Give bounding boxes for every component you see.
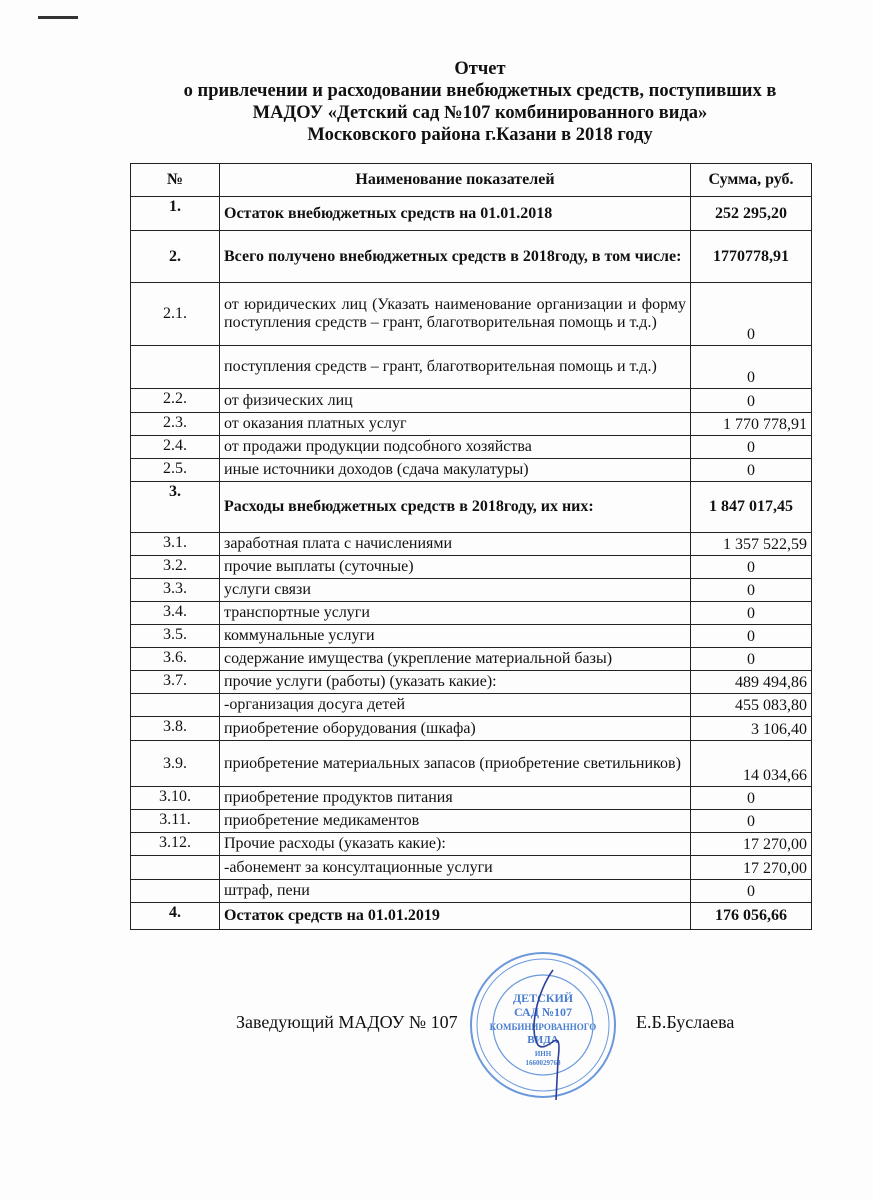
- row-sum: 252 295,20: [691, 197, 812, 231]
- row-name: штраф, пени: [220, 880, 691, 903]
- table-row: [131, 436, 812, 459]
- row-name: от оказания платных услуг: [220, 413, 691, 436]
- row-name: -организация досуга детей: [220, 694, 691, 717]
- svg-text:КОМБИНИРОВАННОГО: КОМБИНИРОВАННОГО: [489, 1022, 597, 1032]
- row-number: 2.5.: [131, 459, 220, 482]
- table-row: [131, 389, 812, 413]
- report-table: [130, 163, 812, 930]
- row-number: 3.5.: [131, 625, 220, 648]
- row-sum: 0: [691, 346, 812, 389]
- row-number: 2.1.: [131, 283, 220, 346]
- row-sum: 1770778,91: [691, 231, 812, 283]
- title-line: о привлечении и расходовании внебюджетных средств, поступивших в: [183, 81, 777, 101]
- table-row: [131, 459, 812, 482]
- row-name: транспортные услуги: [220, 602, 691, 625]
- row-sum: 1 770 778,91: [691, 413, 812, 436]
- header-sum: Сумма, руб.: [691, 164, 812, 197]
- header-number: №: [131, 164, 220, 197]
- row-number: 3.8.: [131, 717, 220, 741]
- table-row: [131, 346, 812, 389]
- row-number: 3.3.: [131, 579, 220, 602]
- row-sum: 1 357 522,59: [691, 533, 812, 556]
- table-row: [131, 648, 812, 671]
- svg-text:ДЕТСКИЙ: ДЕТСКИЙ: [512, 991, 574, 1005]
- row-number: [131, 880, 220, 903]
- table-row: [131, 833, 812, 856]
- row-name: Всего получено внебюджетных средств в 2018году, в том числе:: [220, 231, 691, 283]
- row-number: 3.4.: [131, 602, 220, 625]
- row-number: 3.10.: [131, 787, 220, 810]
- table-row: [131, 903, 812, 930]
- row-number: 2.4.: [131, 436, 220, 459]
- row-number: 3.1.: [131, 533, 220, 556]
- row-name: Остаток средств на 01.01.2019: [220, 903, 691, 930]
- header-name: Наименование показателей: [220, 164, 691, 197]
- table-row: [131, 283, 812, 346]
- row-number: [131, 346, 220, 389]
- row-number: [131, 856, 220, 880]
- svg-text:ВИДА: ВИДА: [527, 1034, 559, 1046]
- row-sum: 0: [691, 625, 812, 648]
- row-number: 3.12.: [131, 833, 220, 856]
- table-row: [131, 694, 812, 717]
- table-row: [131, 413, 812, 436]
- row-number: 1.: [131, 197, 220, 231]
- svg-text:САД №107: САД №107: [513, 1005, 573, 1019]
- title-line: Московского района г.Казани в 2018 году: [307, 125, 653, 145]
- row-number: 2.2.: [131, 389, 220, 413]
- row-sum: 3 106,40: [691, 717, 812, 741]
- row-sum: 0: [691, 810, 812, 833]
- row-name: приобретение медикаментов: [220, 810, 691, 833]
- row-name: коммунальные услуги: [220, 625, 691, 648]
- row-name: иные источники доходов (сдача макулатуры): [220, 459, 691, 482]
- row-sum: 17 270,00: [691, 833, 812, 856]
- row-sum: 0: [691, 648, 812, 671]
- row-name: от физических лиц: [220, 389, 691, 413]
- table-row: [131, 717, 812, 741]
- signatory-position: Заведующий МАДОУ № 107: [236, 1012, 458, 1032]
- row-sum: 0: [691, 389, 812, 413]
- document-title: [120, 58, 840, 146]
- title-line: Отчет: [454, 59, 506, 79]
- row-name: прочие выплаты (суточные): [220, 556, 691, 579]
- row-number: 3.2.: [131, 556, 220, 579]
- table-row: [131, 671, 812, 694]
- table-row: [131, 741, 812, 787]
- table-header: [131, 164, 812, 197]
- row-number: 3.7.: [131, 671, 220, 694]
- row-sum: 0: [691, 459, 812, 482]
- row-number: 3.6.: [131, 648, 220, 671]
- table-row: [131, 880, 812, 903]
- signatory-name: Е.Б.Буслаева: [636, 1012, 735, 1032]
- row-sum: 0: [691, 880, 812, 903]
- row-number: 2.: [131, 231, 220, 283]
- row-name: -абонемент за консултационные услуги: [220, 856, 691, 880]
- row-sum: 0: [691, 787, 812, 810]
- row-sum: 17 270,00: [691, 856, 812, 880]
- row-sum: 0: [691, 283, 812, 346]
- row-name: Расходы внебюджетных средств в 2018году, их них:: [220, 482, 691, 533]
- row-name: поступления средств – грант, благотворительная помощь и т.д.): [220, 346, 691, 389]
- row-name: услуги связи: [220, 579, 691, 602]
- table-row: [131, 625, 812, 648]
- row-number: 3.: [131, 482, 220, 533]
- row-name: Прочие расходы (указать какие):: [220, 833, 691, 856]
- svg-text:1660029768: 1660029768: [525, 1059, 561, 1067]
- table-row: [131, 579, 812, 602]
- svg-text:ИНН: ИНН: [534, 1050, 552, 1058]
- row-name: приобретение оборудования (шкафа): [220, 717, 691, 741]
- row-sum: 14 034,66: [691, 741, 812, 787]
- table-row: [131, 482, 812, 533]
- row-name: приобретение продуктов питания: [220, 787, 691, 810]
- table-row: [131, 787, 812, 810]
- official-stamp: [468, 950, 618, 1100]
- row-name: Остаток внебюджетных средств на 01.01.2018: [220, 197, 691, 231]
- row-sum: 455 083,80: [691, 694, 812, 717]
- row-name: прочие услуги (работы) (указать какие):: [220, 671, 691, 694]
- table-row: [131, 856, 812, 880]
- row-sum: 0: [691, 579, 812, 602]
- row-number: 3.11.: [131, 810, 220, 833]
- table-row: [131, 533, 812, 556]
- table-row: [131, 197, 812, 231]
- row-sum: 0: [691, 436, 812, 459]
- row-sum: 1 847 017,45: [691, 482, 812, 533]
- table-row: [131, 231, 812, 283]
- row-sum: 0: [691, 556, 812, 579]
- table-row: [131, 810, 812, 833]
- row-name: от продажи продукции подсобного хозяйства: [220, 436, 691, 459]
- row-name: заработная плата с начислениями: [220, 533, 691, 556]
- row-sum: 176 056,66: [691, 903, 812, 930]
- table-row: [131, 602, 812, 625]
- row-name: от юридических лиц (Указать наименование организации и форму поступления средств – грант, благотворительная помощь и т.д.): [220, 283, 691, 346]
- row-name: приобретение материальных запасов (приобретение светильников): [220, 741, 691, 787]
- scan-mark: [38, 16, 78, 19]
- row-sum: 0: [691, 602, 812, 625]
- table-row: [131, 556, 812, 579]
- row-number: [131, 694, 220, 717]
- row-number: 2.3.: [131, 413, 220, 436]
- row-sum: 489 494,86: [691, 671, 812, 694]
- title-line: МАДОУ «Детский сад №107 комбинированного вида»: [252, 103, 708, 123]
- row-name: содержание имущества (укрепление материальной базы): [220, 648, 691, 671]
- row-number: 4.: [131, 903, 220, 930]
- row-number: 3.9.: [131, 741, 220, 787]
